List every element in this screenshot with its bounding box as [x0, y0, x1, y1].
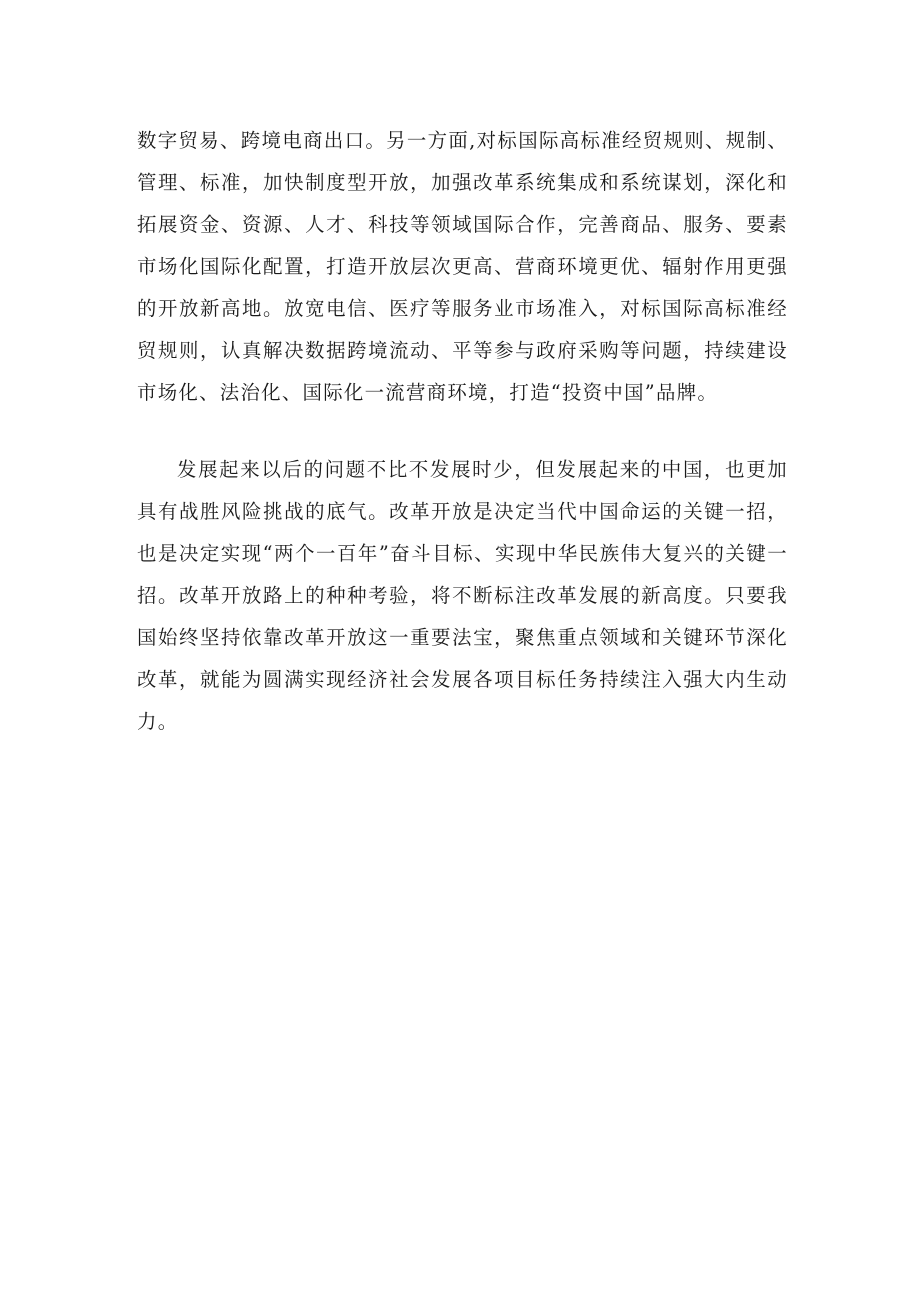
document-body — [137, 120, 788, 743]
paragraph-1: 数字贸易、跨境电商出口。另一方面,对标国际高标准经贸规则、规制、管理、标准，加快制度型开放，加强改革系统集成和系统谋划，深化和拓展资金、资源、人才、科技等领域国际合作，完善商品、服务、要素市场化国际化配置，打造开放层次更高、营商环境更优、辐射作用更强的开放新高地。放宽电信、医疗等服务业市场准入，对标国际高标准经贸规则，认真解决数据跨境流动、平等参与政府采购等问题，持续建设市场化、法治化、国际化一流营商环境，打造“投资中国”品牌。 — [137, 129, 788, 404]
paragraph-2: 发展起来以后的问题不比不发展时少，但发展起来的中国，也更加具有战胜风险挑战的底气。改革开放是决定当代中国命运的关键一招，也是决定实现“两个一百年”奋斗目标、实现中华民族伟大复兴的关键一招。改革开放路上的种种考验，将不断标注改革发展的新高度。只要我国始终坚持依靠改革开放这一重要法宝，聚焦重点领域和关键环节深化改革，就能为圆满实现经济社会发展各项目标任务持续注入强大内生动力。 — [137, 458, 788, 733]
